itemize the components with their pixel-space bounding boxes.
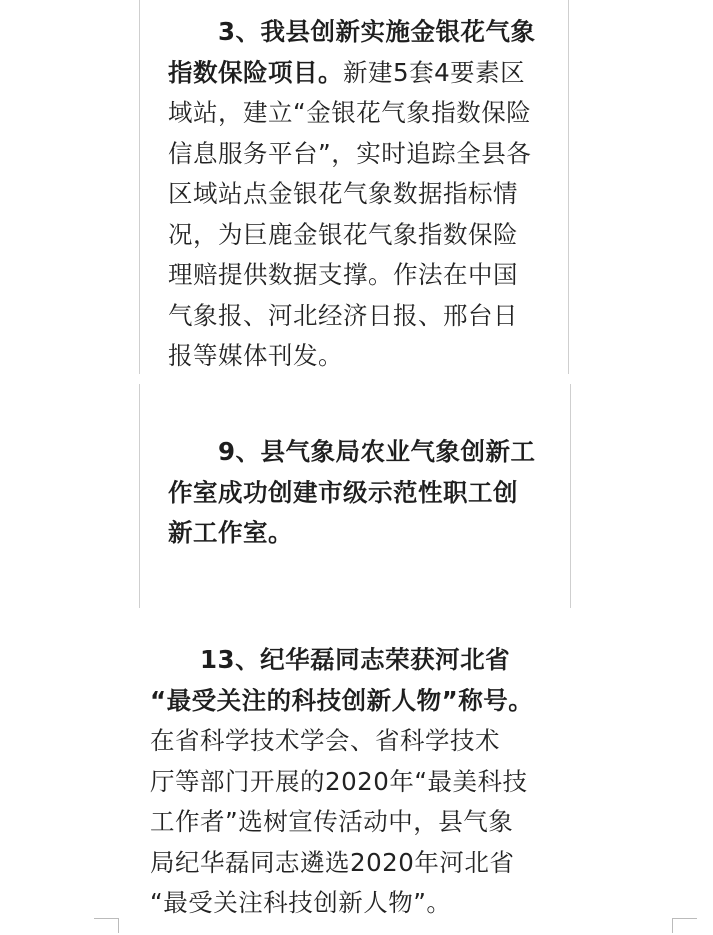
frame-line-left-mid — [139, 384, 140, 608]
paragraph-line — [168, 513, 568, 554]
body-text: 厅等部门开展的2020年“最美科技 — [150, 766, 528, 796]
body-text: 况，为巨鹿金银花气象指数保险 — [168, 219, 518, 249]
paragraph-line — [150, 681, 570, 722]
paragraph-line — [150, 843, 570, 884]
page-corner-mark-right — [672, 918, 697, 933]
body-text: “最受关注科技创新人物”。 — [150, 888, 452, 917]
paragraph-line — [168, 255, 568, 296]
paragraph-line — [168, 336, 568, 377]
body-text: 域站，建立“金银花气象指数保险 — [168, 98, 532, 127]
body-text: 报等媒体刊发。 — [168, 341, 343, 370]
paragraph-line — [150, 640, 570, 681]
section-9 — [168, 432, 568, 554]
paragraph-line — [168, 473, 568, 514]
paragraph-line — [168, 12, 568, 53]
page-corner-mark-left — [94, 918, 119, 933]
bold-heading-text: 9、县气象局农业气象创新工 — [218, 437, 536, 466]
body-text: 局纪华磊同志遴选2020年河北省 — [150, 847, 515, 877]
body-text: 工作者”选树宣传活动中，县气象 — [150, 807, 514, 836]
bold-heading-text: 新工作室。 — [168, 518, 293, 547]
paragraph-line — [168, 53, 568, 94]
section-3 — [168, 12, 568, 377]
paragraph-line — [168, 215, 568, 256]
paragraph-line — [168, 296, 568, 337]
body-text: 在省科学技术学会、省科学技术 — [150, 726, 500, 755]
paragraph-line — [150, 762, 570, 803]
section-13 — [150, 640, 570, 924]
paragraph-line — [168, 93, 568, 134]
paragraph-line — [168, 174, 568, 215]
paragraph-line — [168, 432, 568, 473]
bold-heading-text: 指数保险项目。 — [168, 57, 343, 87]
paragraph-line — [150, 802, 570, 843]
body-text: 新建5套4要素区 — [343, 57, 526, 87]
paragraph-line — [168, 134, 568, 175]
bold-heading-text: 13、纪华磊同志荣获河北省 — [200, 645, 511, 674]
frame-line-right-top — [568, 0, 569, 374]
body-text: 信息服务平台”，实时追踪全县各 — [168, 138, 532, 168]
frame-line-right-mid — [570, 384, 571, 608]
bold-heading-text: 作室成功创建市级示范性职工创 — [168, 477, 518, 507]
body-text: 气象报、河北经济日报、邢台日 — [168, 300, 518, 330]
body-text: 理赔提供数据支撑。作法在中国 — [168, 260, 518, 289]
bold-heading-text: “最受关注的科技创新人物”称号。 — [150, 685, 534, 715]
frame-line-left-top — [139, 0, 140, 374]
paragraph-line — [150, 883, 570, 924]
bold-heading-text: 3、我县创新实施金银花气象 — [218, 17, 536, 46]
paragraph-line — [150, 721, 570, 762]
body-text: 区域站点金银花气象数据指标情 — [168, 179, 518, 208]
